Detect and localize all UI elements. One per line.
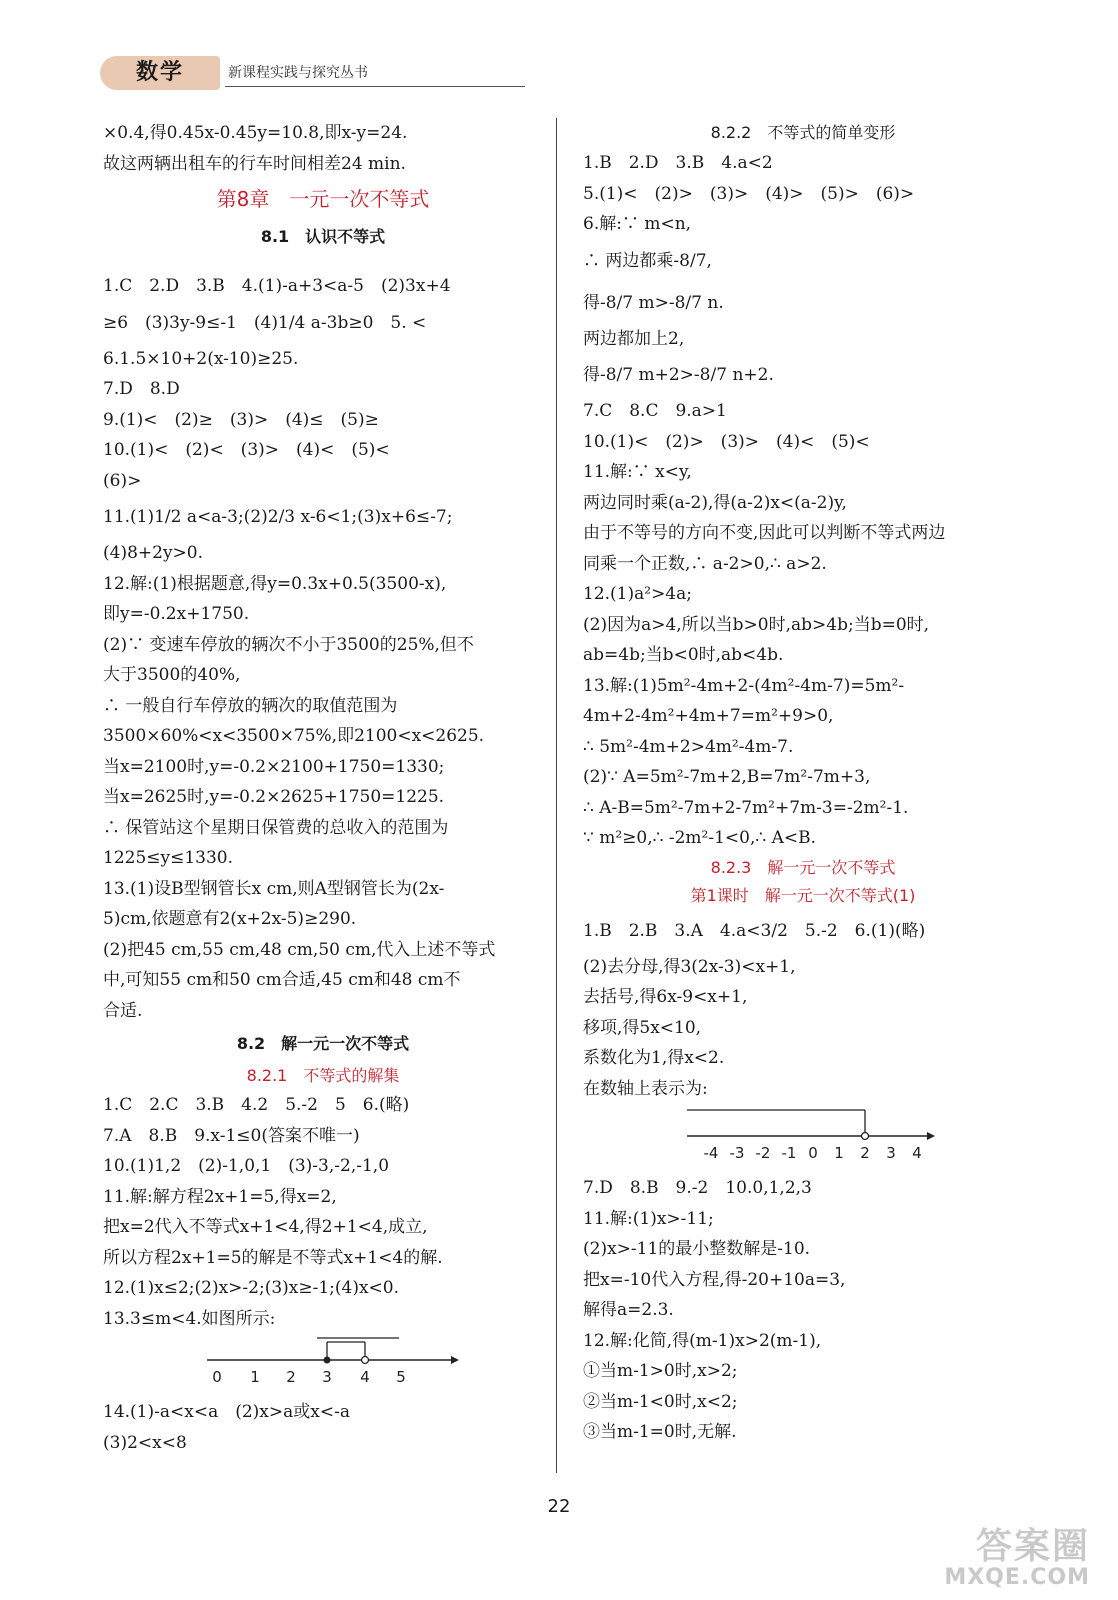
- text-line: (2)去分母,得3(2x-3)<x+1,: [583, 956, 796, 977]
- text-line: 把x=2代入不等式x+1<4,得2+1<4,成立,: [103, 1217, 428, 1237]
- text-line: ∴ 5m²-4m+2>4m²-4m-7.: [583, 736, 794, 757]
- text-line: 由于不等号的方向不变,因此可以判断不等式两边: [583, 523, 946, 543]
- text-line: 10.(1)< (2)< (3)> (4)< (5)<: [103, 440, 390, 460]
- text-line: 去括号,得6x-9<x+1,: [583, 987, 748, 1007]
- text-line: 12.解:(1)根据题意,得y=0.3x+0.5(3500-x),: [103, 573, 447, 594]
- text-line: 13.解:(1)5m²-4m+2-(4m²-4m-7)=5m²-: [583, 675, 905, 696]
- tick-label: 0: [808, 1144, 818, 1162]
- text-line: 4m+2-4m²+4m+7=m²+9>0,: [583, 706, 834, 726]
- text-line: (2)因为a>4,所以当b>0时,ab>4b;当b=0时,: [583, 614, 930, 635]
- tick-label: 1: [834, 1144, 844, 1162]
- text-line: (2)∵ 变速车停放的辆次不小于3500的25%,但不: [103, 634, 474, 655]
- text-line: (2)∵ A=5m²-7m+2,B=7m²-7m+3,: [583, 767, 871, 787]
- text-line: 1.C 2.D 3.B 4.(1)-a+3<a-5 (2)3x+4: [103, 276, 451, 296]
- text-line: 两边都加上2,: [583, 328, 685, 349]
- text-line: 得-8/7 m>-8/7 n.: [583, 292, 724, 313]
- lesson-heading: 第1课时 解一元一次不等式(1): [690, 885, 916, 905]
- tick-label: 1: [250, 1368, 260, 1386]
- text-line: ∴ 一般自行车停放的辆次的取值范围为: [103, 695, 398, 716]
- tick-label: 4: [360, 1368, 370, 1386]
- tick-label: 5: [396, 1368, 406, 1386]
- page-number: 22: [547, 1496, 571, 1517]
- text-line: 13.(1)设B型钢管长x cm,则A型钢管长为(2x-: [103, 878, 445, 899]
- tick-label: 2: [286, 1368, 296, 1386]
- text-line: ①当m-1>0时,x>2;: [583, 1361, 738, 1381]
- text-line: (3)2<x<8: [103, 1432, 187, 1453]
- text-line: 系数化为1,得x<2.: [583, 1048, 725, 1068]
- text-line: 5)cm,依题意有2(x+2x-5)≥290.: [103, 909, 357, 929]
- text-line: 1.C 2.C 3.B 4.2 5.-2 5 6.(略): [103, 1095, 410, 1115]
- chapter-title: 第8章 一元一次不等式: [216, 187, 430, 211]
- tick-label: -3: [729, 1144, 745, 1162]
- text-line: 7.C 8.C 9.a>1: [583, 401, 727, 421]
- text-line: 6.1.5×10+2(x-10)≥25.: [103, 348, 299, 369]
- text-line: 12.(1)x≤2;(2)x>-2;(3)x≥-1;(4)x<0.: [103, 1278, 400, 1298]
- subsection-heading: 8.2.1 不等式的解集: [246, 1066, 400, 1085]
- text-line: 7.A 8.B 9.x-1≤0(答案不唯一): [103, 1125, 360, 1146]
- tick-label: -4: [703, 1144, 719, 1162]
- tick-label: -1: [781, 1144, 797, 1162]
- text-line: 11.解:(1)x>-11;: [583, 1208, 714, 1229]
- text-line: 11.解:解方程2x+1=5,得x=2,: [103, 1186, 337, 1207]
- text-line: 中,可知55 cm和50 cm合适,45 cm和48 cm不: [103, 970, 461, 990]
- open-point: [362, 1357, 369, 1364]
- subject-label: 数学: [100, 56, 220, 90]
- text-line: 10.(1)1,2 (2)-1,0,1 (3)-3,-2,-1,0: [103, 1156, 390, 1176]
- watermark-logo: 答案圈: [975, 1526, 1090, 1567]
- text-line: 11.(1)1/2 a<a-3;(2)2/3 x-6<1;(3)x+6≤-7;: [103, 507, 453, 527]
- text-line: 9.(1)< (2)≥ (3)> (4)≤ (5)≥: [103, 409, 379, 430]
- left-column: [103, 118, 543, 1458]
- text-line: (2)x>-11的最小整数解是-10.: [583, 1239, 811, 1259]
- text-line: 1.B 2.D 3.B 4.a<2: [583, 153, 773, 173]
- page-header: [100, 52, 430, 92]
- text-line: 12.解:化简,得(m-1)x>2(m-1),: [583, 1330, 822, 1351]
- text-line: 5.(1)< (2)> (3)> (4)> (5)> (6)>: [583, 183, 915, 204]
- header-rule: [225, 86, 525, 87]
- right-column: [583, 118, 1023, 1448]
- text-line: ∵ m²≥0,∴ -2m²-1<0,∴ A<B.: [583, 828, 816, 848]
- text-line: 当x=2100时,y=-0.2×2100+1750=1330;: [103, 756, 445, 777]
- text-line: 7.D 8.D: [103, 379, 180, 399]
- tick-label: 4: [912, 1144, 922, 1162]
- text-line: 1225≤y≤1330.: [103, 848, 234, 868]
- text-line: 合适.: [103, 1000, 143, 1021]
- text-line: ∴ 保管站这个星期日保管费的总收入的范围为: [103, 817, 449, 838]
- text-line: 1.B 2.B 3.A 4.a<3/2 5.-2 6.(1)(略): [583, 920, 926, 941]
- number-line-svg: [203, 1336, 463, 1388]
- number-line-svg: [683, 1106, 943, 1164]
- tick-label: 3: [322, 1368, 332, 1386]
- text-line: 大于3500的40%,: [103, 665, 241, 685]
- text-line: ②当m-1<0时,x<2;: [583, 1391, 738, 1412]
- column-divider: [556, 118, 557, 1473]
- text-line: 得-8/7 m+2>-8/7 n+2.: [583, 365, 774, 385]
- tick-label: -2: [755, 1144, 771, 1162]
- text-line: 14.(1)-a<x<a (2)x>a或x<-a: [103, 1402, 350, 1422]
- open-point: [862, 1133, 869, 1140]
- text-line: (2)把45 cm,55 cm,48 cm,50 cm,代入上述不等式: [103, 939, 496, 960]
- tick-label: 0: [212, 1368, 222, 1386]
- text-line: 13.3≤m<4.如图所示:: [103, 1308, 276, 1329]
- text-line: 所以方程2x+1=5的解是不等式x+1<4的解.: [103, 1247, 443, 1268]
- section-heading: 8.2 解一元一次不等式: [236, 1034, 410, 1053]
- number-line-figure: [103, 1336, 543, 1393]
- text-line: 把x=-10代入方程,得-20+10a=3,: [583, 1269, 846, 1290]
- text-line: 10.(1)< (2)> (3)> (4)< (5)<: [583, 431, 870, 452]
- subsection-heading: 8.2.2 不等式的简单变形: [710, 123, 896, 142]
- watermark: [924, 1518, 1094, 1590]
- text-line: 3500×60%<x<3500×75%,即2100<x<2625.: [103, 726, 485, 746]
- text-line: ∴ A-B=5m²-7m+2-7m²+7m-3=-2m²-1.: [583, 797, 909, 818]
- text-line: 当x=2625时,y=-0.2×2625+1750=1225.: [103, 787, 445, 807]
- series-title: 新课程实践与探究丛书: [228, 65, 368, 81]
- text-line: ③当m-1=0时,无解.: [583, 1422, 737, 1442]
- subsection-heading: 8.2.3 解一元一次不等式: [710, 857, 896, 877]
- tick-label: 2: [860, 1144, 870, 1162]
- text-line: (4)8+2y>0.: [103, 543, 204, 563]
- axis-arrow: [451, 1356, 459, 1364]
- closed-point: [324, 1357, 331, 1364]
- text-line: ×0.4,得0.45x-0.45y=10.8,即x-y=24.: [103, 123, 408, 143]
- text-line: 即y=-0.2x+1750.: [103, 604, 250, 624]
- text-line: ≥6 (3)3y-9≤-1 (4)1/4 a-3b≥0 5. <: [103, 312, 427, 333]
- text-line: 11.解:∵ x<y,: [583, 462, 692, 482]
- text-line: (6)>: [103, 470, 142, 491]
- watermark-url: MXQE.COM: [944, 1565, 1090, 1590]
- text-line: 解得a=2.3.: [583, 1300, 674, 1320]
- text-line: 在数轴上表示为:: [583, 1078, 708, 1099]
- text-line: 故这两辆出租车的行车时间相差24 min.: [103, 153, 406, 174]
- text-line: 12.(1)a²>4a;: [583, 584, 692, 604]
- text-line: 7.D 8.B 9.-2 10.0,1,2,3: [583, 1178, 812, 1198]
- section-heading: 8.1 认识不等式: [260, 227, 386, 246]
- text-line: 移项,得5x<10,: [583, 1017, 702, 1038]
- tick-label: 3: [886, 1144, 896, 1162]
- text-line: ab=4b;当b<0时,ab<4b.: [583, 645, 784, 665]
- text-line: ∴ 两边都乘-8/7,: [583, 250, 712, 271]
- axis-arrow: [927, 1132, 935, 1140]
- text-line: 同乘一个正数,∴ a-2>0,∴ a>2.: [583, 553, 827, 574]
- text-line: 两边同时乘(a-2),得(a-2)x<(a-2)y,: [583, 492, 847, 513]
- text-line: 6.解:∵ m<n,: [583, 214, 692, 234]
- number-line-figure: [583, 1106, 1023, 1169]
